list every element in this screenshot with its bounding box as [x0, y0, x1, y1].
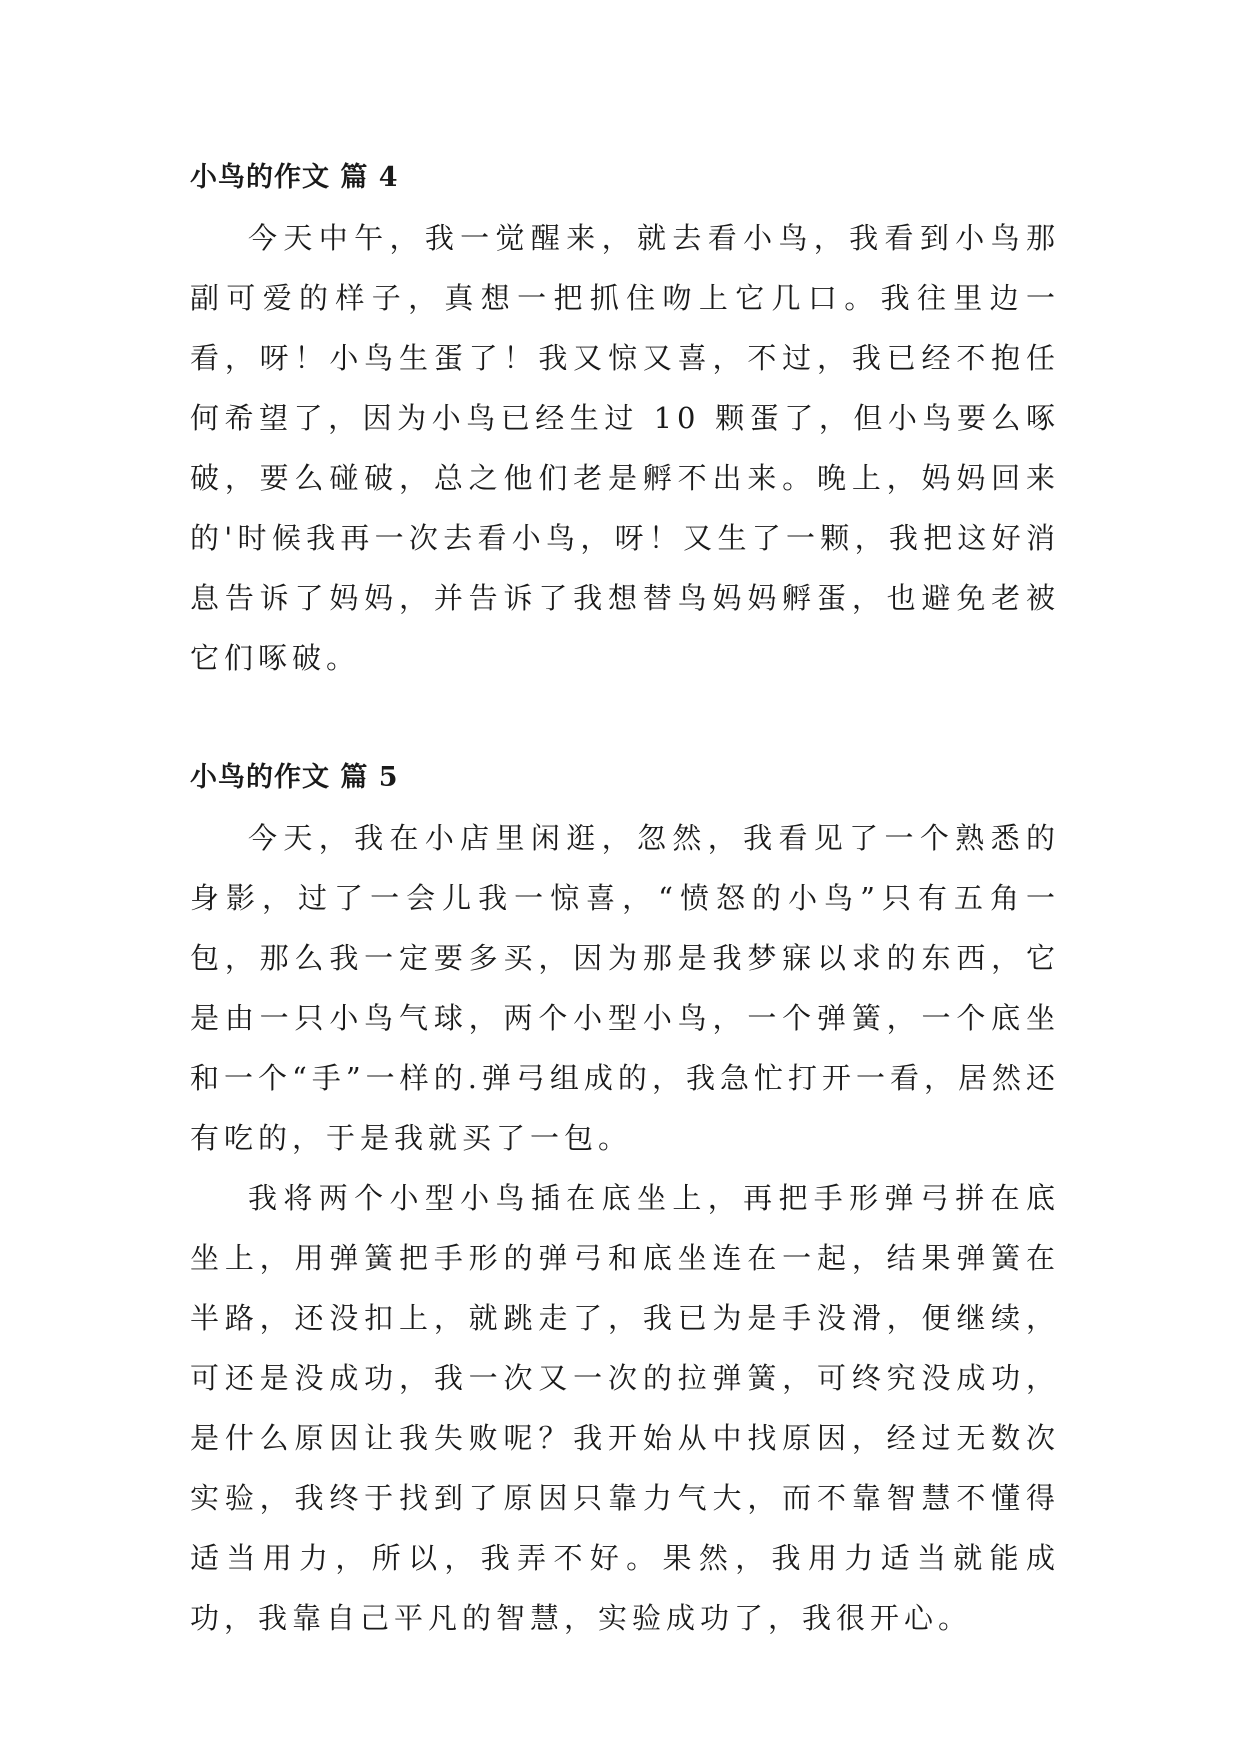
section-heading: 小鸟的作文 篇 5: [190, 762, 399, 793]
section-paragraph: 今天中午，我一觉醒来，就去看小鸟，我看到小鸟那副可爱的样子，真想一把抓住吻上它几口。我往里边一看，呀！小鸟生蛋了！我又惊又喜，不过，我已经不抱任何希望了，因为小鸟已经生过 10 颗蛋了，但小鸟要么啄破，要么碰破，总之他们老是孵不出来。晚上，妈妈回来的'时候我再一次去看小鸟，呀！又生了一颗，我把这好消息告诉了妈妈，并告诉了我想替鸟妈妈孵蛋，也避免老被它们啄破。: [190, 221, 1060, 675]
section-paragraph: 我将两个小型小鸟插在底坐上，再把手形弹弓拼在底坐上，用弹簧把手形的弹弓和底坐连在一起，结果弹簧在半路，还没扣上，就跳走了，我已为是手没滑，便继续，可还是没成功，我一次又一次的拉弹簧，可终究没成功，是什么原因让我失败呢？我开始从中找原因，经过无数次实验，我终于找到了原因只靠力气大，而不靠智慧不懂得适当用力，所以，我弄不好。果然，我用力适当就能成功，我靠自己平凡的智慧，实验成功了，我很开心。: [190, 1181, 1060, 1635]
essay-section-5: [190, 748, 1060, 1648]
section-paragraph: 今天，我在小店里闲逛，忽然，我看见了一个熟悉的身影，过了一会儿我一惊喜，“愤怒的小鸟”只有五角一包，那么我一定要多买，因为那是我梦寐以求的东西，它是由一只小鸟气球，两个小型小鸟，一个弹簧，一个底坐和一个“手”一样的.弹弓组成的，我急忙打开一看，居然还有吃的，于是我就买了一包。: [190, 821, 1060, 1155]
document-body: [190, 148, 1060, 1648]
essay-section-4: [190, 148, 1060, 688]
section-heading: 小鸟的作文 篇 4: [190, 162, 399, 193]
